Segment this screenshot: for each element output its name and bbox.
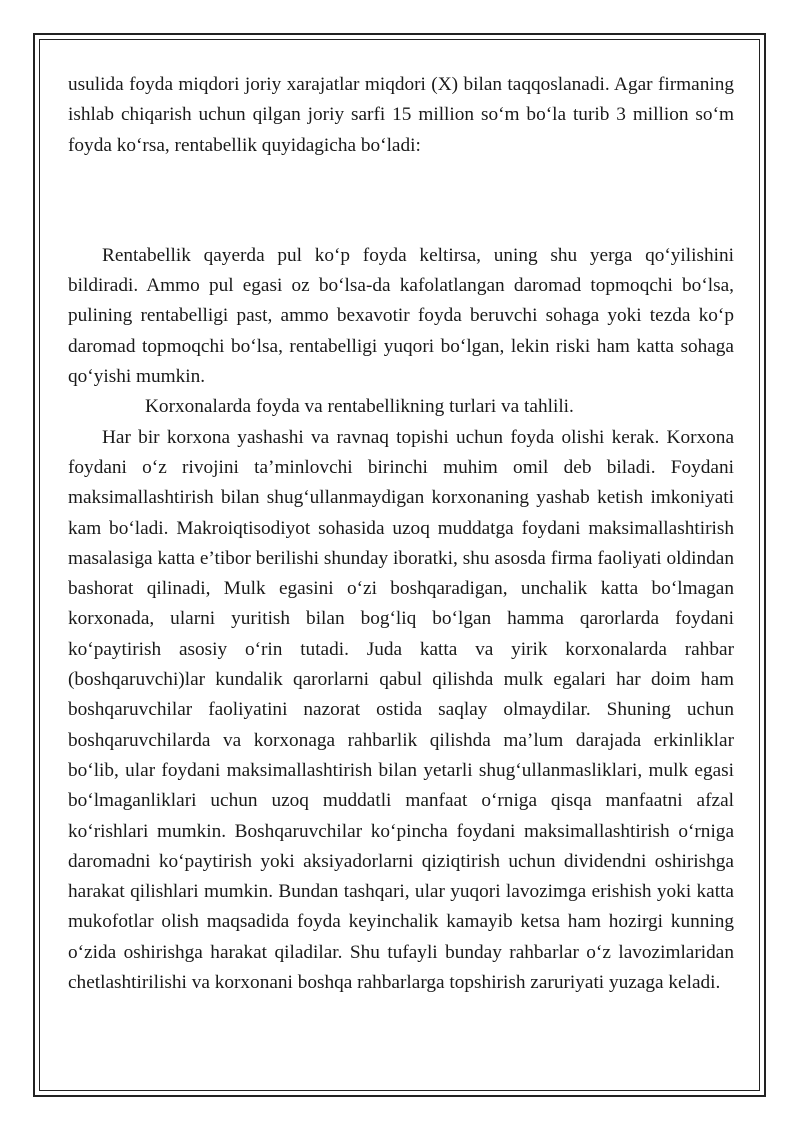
section-heading: Korxonalarda foyda va rentabellikning turlari va tahlili. <box>145 396 574 418</box>
page-content <box>68 70 734 998</box>
paragraph-main: Har bir korxona yashashi va ravnaq topishi uchun foyda olishi kerak. Korxona foydani o‘z rivojini ta’minlovchi birinchi muhim omil deb biladi. Foydani maksimallashtirish bilan shug‘ullanmaydigan korxonaning yashab ketish imkoniyati kam bo‘ladi. Makroiqtisodiyot sohasida uzoq muddatga foydani maksimallashtirish masalasiga katta e’tibor berilishi shunday iboratki, shu asosda firma faoliyati oldindan bashorat qilinadi, Mulk egasini o‘zi boshqaradigan, unchalik katta bo‘lmagan korxonada, ularni yuritish bilan bog‘liq bo‘lgan hamma qarorlarda foydani ko‘paytirish asosiy o‘rin tutadi. Juda katta va yirik korxonalarda rahbar (boshqaruvchi)lar kundalik qarorlarni qabul qilishda mulk egalari har doim ham boshqaruvchilar faoliyatini nazorat ostida saqlay olmaydilar. Shuning uchun boshqaruvchilarda va korxonaga rahbarlik qilishda ma’lum darajada erkinliklar bo‘lib, ular foydani maksimallashtirish bilan yetarli shug‘ullanmasliklari, mulk egasi bo‘lmaganliklari uchun uzoq muddatli manfaat o‘rniga qisqa manfaatni afzal ko‘rishlari mumkin. Boshqaruvchilar ko‘pincha foydani maksimallashtirish o‘rniga daromadni ko‘paytirish yoki aksiyadorlarni qiziqtirish uchun dividendni oshirishga harakat qilishlari mumkin. Bundan tashqari, ular yuqori lavozimga erishish yoki katta mukofotlar olish maqsadida foyda keyinchalik kamayib ketsa ham hozirgi kunning o‘zida oshirishga harakat qiladilar. Shu tufayli bunday rahbarlar o‘z lavozimlaridan chetlashtirilishi va korxonani boshqa rahbarlarga topshirish zaruriyati yuzaga keladi. <box>68 426 734 994</box>
formula-placeholder <box>68 161 734 241</box>
paragraph-intro: usulida foyda miqdori joriy xarajatlar miqdori (X) bilan taqqoslanadi. Agar firmaning ishlab chiqarish uchun qilgan joriy sarfi 15 million so‘m bo‘la turib 3 million so‘m foyda ko‘rsa, rentabellik quyidagicha bo‘ladi: <box>68 74 734 156</box>
paragraph-rentabellik: Rentabellik qayerda pul ko‘p foyda keltirsa, uning shu yerga qo‘yilishini bildiradi. Ammo pul egasi oz bo‘lsa-da kafolatlangan daromad topmoqchi bo‘lsa, pulining rentabelligi past, ammo bexavotir foyda beruvchi sohaga yoki tezda ko‘p daromad topmoqchi bo‘lsa, rentabelligi yuqori bo‘lgan, lekin riski ham katta sohaga qo‘yishi mumkin. <box>68 244 734 388</box>
